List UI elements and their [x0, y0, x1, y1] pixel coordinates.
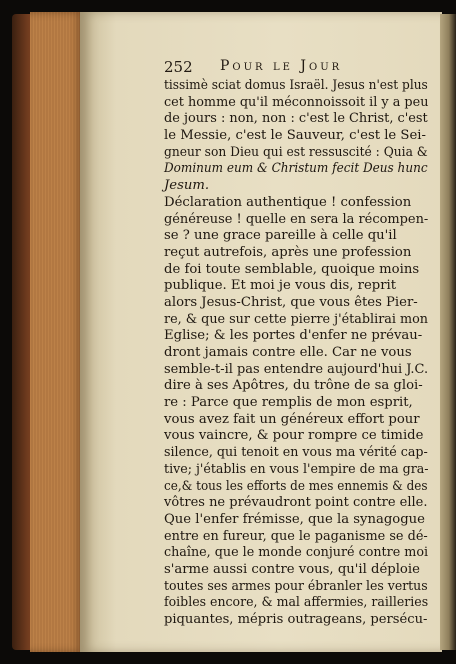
text-line: entre en fureur, que le paganisme se dé-	[164, 528, 428, 544]
text-line: tissimè sciat domus Israël. Jesus n'est plus	[164, 78, 428, 93]
text-line: Déclaration authentique ! confession	[164, 194, 412, 210]
right-page-edge	[440, 14, 456, 650]
page-edges	[30, 12, 84, 652]
running-header	[164, 58, 426, 78]
text-line: publique. Et moi je vous dis, reprit	[164, 278, 397, 294]
text-line: foibles encore, & mal affermies, railleries	[164, 595, 429, 611]
text-line: alors Jesus-Christ, que vous êtes Pier-	[164, 294, 418, 310]
text-line: re, & que sur cette pierre j'établirai mon	[164, 311, 429, 327]
text-line: ce,& tous les efforts de mes ennemis & des	[164, 478, 428, 494]
text-line: s'arme aussi contre vous, qu'il déploie	[164, 561, 420, 577]
page-number: 252	[164, 58, 193, 76]
text-line: piquantes, mépris outrageans, persécu-	[164, 612, 428, 627]
text-line: cet homme qu'il méconnoissoit il y a peu	[164, 94, 429, 110]
text-line: le Messie, c'est le Sauveur, c'est le Sei-	[164, 128, 426, 144]
body-text	[164, 78, 428, 629]
text-line: vôtres ne prévaudront point contre elle.	[164, 495, 428, 511]
text-line: Que l'enfer frémisse, que la synagogue	[164, 511, 425, 527]
text-line: de jours : non, non : c'est le Christ, c'est	[164, 111, 428, 127]
text-line: vous avez fait un généreux effort pour	[164, 411, 420, 427]
text-line: Jesum.	[164, 178, 210, 194]
text-line: se ? une grace pareille à celle qu'il	[164, 228, 397, 244]
text-line: reçut autrefois, après une profession	[164, 244, 412, 260]
text-line: Dominum eum & Christum fecit Deus hunc	[164, 161, 428, 177]
text-line: gneur son Dieu qui est ressuscité : Quia &	[164, 144, 428, 160]
text-line: de foi toute semblable, quoique moins	[164, 261, 420, 277]
text-line: Eglise; & les portes d'enfer ne prévau-	[164, 328, 423, 344]
text-line: dront jamais contre elle. Car ne vous	[164, 345, 412, 360]
text-line: re : Parce que remplis de mon esprit,	[164, 395, 413, 411]
text-line: généreuse ! quelle en sera la récompen-	[164, 211, 429, 227]
text-line: silence, qui tenoit en vous ma vérité cap-	[164, 445, 428, 461]
running-title: Pour le Jour	[220, 58, 343, 74]
text-line: toutes ses armes pour ébranler les vertus	[164, 578, 428, 594]
text-line: dire à ses Apôtres, du trône de sa gloi-	[164, 378, 423, 394]
text-line: chaîne, que le monde conjuré contre moi	[164, 545, 429, 561]
text-line: vous vaincre, & pour rompre ce timide	[164, 428, 424, 444]
text-line: tive; j'établis en vous l'empire de ma gra-	[164, 461, 429, 477]
text-line: semble-t-il pas entendre aujourd'hui J.C.	[164, 361, 429, 377]
